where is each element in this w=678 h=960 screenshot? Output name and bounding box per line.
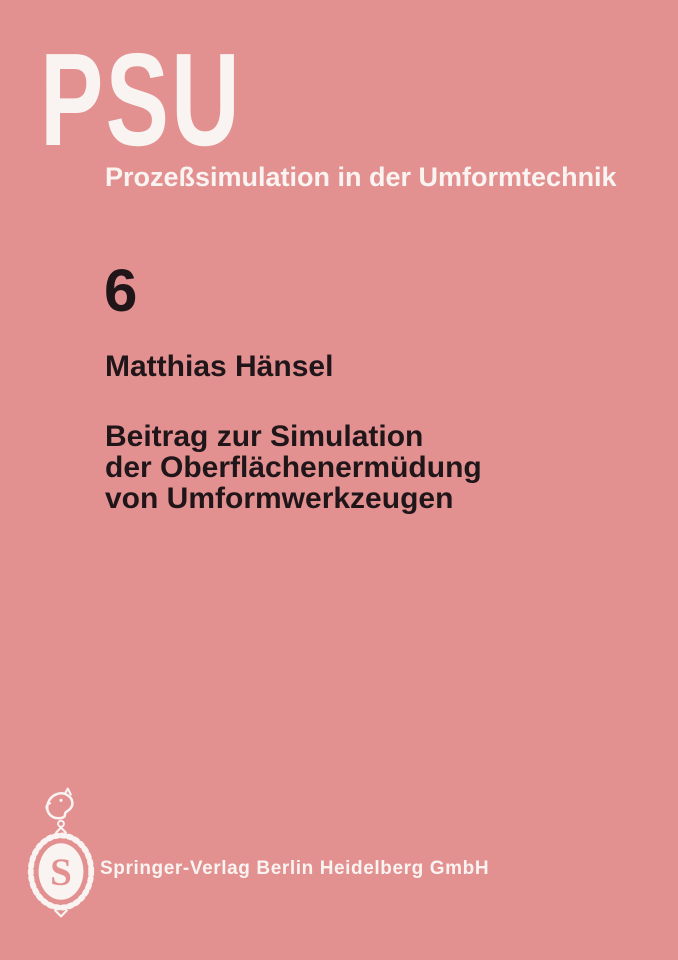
book-title-line-3: von Umformwerkzeugen xyxy=(105,482,454,515)
springer-s-monogram: S xyxy=(50,851,72,895)
book-title-line-1: Beitrag zur Simulation xyxy=(105,420,424,453)
series-title: Prozeßsimulation in der Umformtechnik xyxy=(105,162,617,192)
author-name: Matthias Hänsel xyxy=(105,350,334,383)
volume-number: 6 xyxy=(104,257,138,324)
publisher-name: Springer-Verlag Berlin Heidelberg GmbH xyxy=(100,858,490,879)
series-logo: PSU xyxy=(40,26,242,173)
horse-knight-icon xyxy=(46,789,72,819)
book-title-line-2: der Oberflächenermüdung xyxy=(105,451,482,484)
springer-emblem-icon xyxy=(22,786,100,920)
book-title xyxy=(105,421,482,514)
emblem-link xyxy=(58,821,64,827)
